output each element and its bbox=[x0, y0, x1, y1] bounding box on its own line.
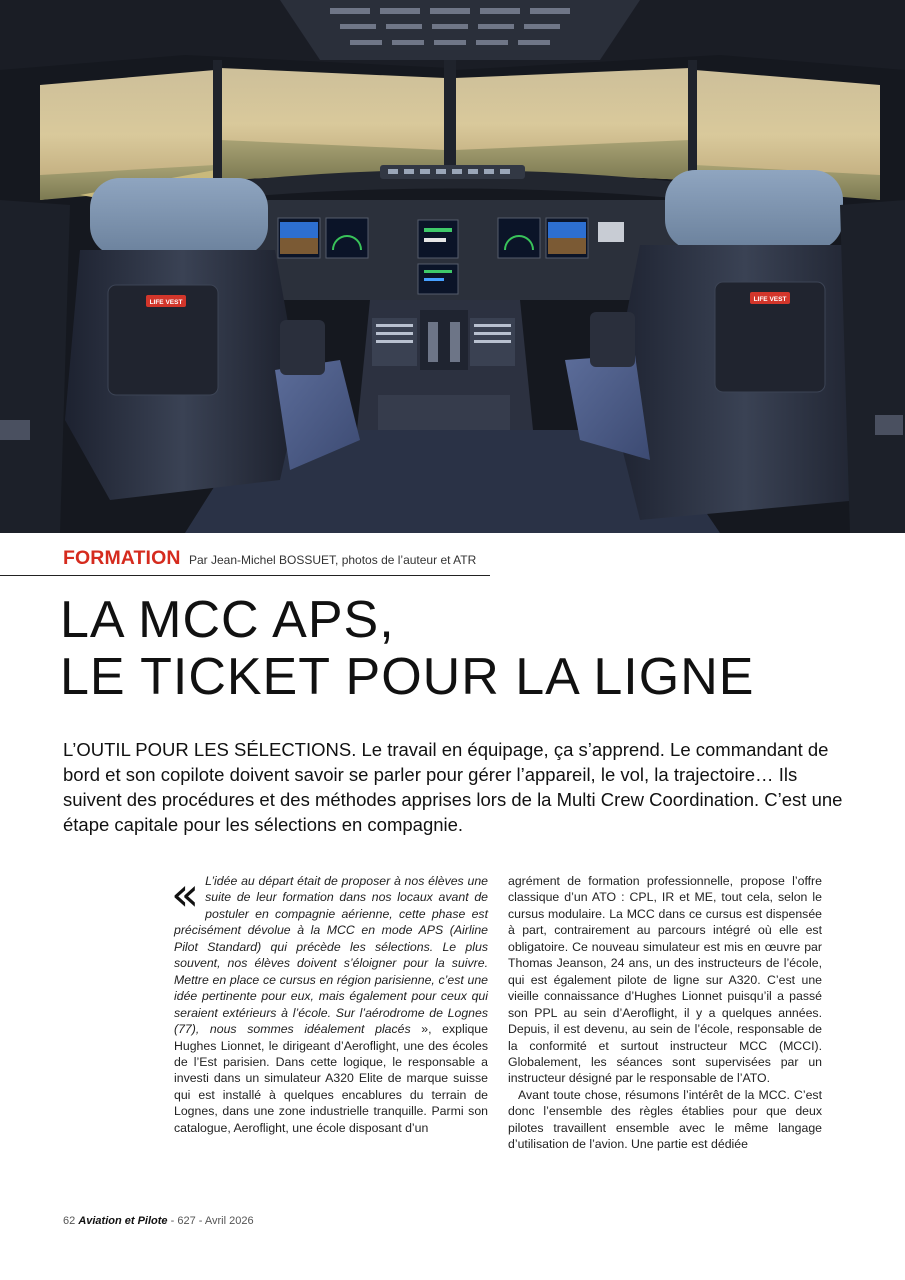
section-label: FORMATION bbox=[63, 547, 181, 569]
quote-text: L’idée au départ était de proposer à nos élèves une suite de leur formation dans nos locaux avant de postuler en compagnie aérienne, cette phase est précisément dévolue à la MCC en mode APS (Airline Pilot Standard) qui précède les sélections. Le plus souvent, nos élèves doivent s’éloigner pour la suivre. Mettre en place ce cursus en région parisienne, c’est une idée pertinente pour eux, mais également pour ceux qui seraient extérieurs à l’école. Sur l’aérodrome de Lognes (77), nous sommes idéalement placés bbox=[174, 874, 488, 1037]
rubric-divider bbox=[0, 575, 490, 576]
svg-text:LIFE VEST: LIFE VEST bbox=[753, 296, 787, 303]
svg-text:LIFE VEST: LIFE VEST bbox=[149, 299, 183, 306]
body-paragraph-3: Avant toute chose, résumons l’intérêt de la MCC. C’est donc l’ensemble des règles établies pour que deux pilotes travaillent ensemble avec le même langage d’utilisation de l’avion. Une partie est dédiée bbox=[508, 1087, 822, 1152]
issue-info: - 627 - Avril 2026 bbox=[170, 1215, 254, 1227]
title-line-1: LA MCC APS, bbox=[60, 591, 395, 649]
rubric bbox=[63, 547, 476, 570]
body-column-1 bbox=[171, 867, 488, 1136]
title-line-2: LE TICKET POUR LA LIGNE bbox=[60, 648, 755, 706]
body-column-2 bbox=[508, 873, 822, 1153]
standfirst bbox=[63, 737, 853, 837]
standfirst-text: Le travail en équipage, ça s’apprend. Le commandant de bord et son copilote doivent savoir se parler pour gérer l’appareil, le vol, la trajectoire… Ils suivent des procédures et des méthodes apprises lors de la Multi Crew Coordination. C’est une étape capitale pour les sélections en compagnie. bbox=[63, 739, 843, 835]
standfirst-lead: L’OUTIL POUR LES SÉLECTIONS. bbox=[63, 739, 357, 760]
body-text-1: », explique Hughes Lionnet, le dirigeant d’Aeroflight, une des écoles de l’Est parisien. Dans cette logique, le responsable a investi dans un simulateur A320 Elite de marque suisse qui est installé à quelques encablures du terrain de Lognes, dans une zone industrielle tranquille. Parmi son catalogue, Aeroflight, une école disposant d’un bbox=[174, 1022, 488, 1135]
magazine-name: Aviation et Pilote bbox=[78, 1215, 168, 1227]
byline: Par Jean-Michel BOSSUET, photos de l’auteur et ATR bbox=[188, 553, 477, 567]
article-title bbox=[60, 592, 754, 706]
quote-mark: « bbox=[171, 867, 200, 921]
cockpit-illustration bbox=[0, 0, 905, 533]
page-number: 62 bbox=[63, 1215, 76, 1227]
left-headrest bbox=[90, 178, 268, 256]
cockpit-photo bbox=[0, 0, 905, 533]
right-headrest bbox=[665, 170, 843, 250]
page-footer bbox=[63, 1215, 254, 1227]
body-paragraph-2: agrément de formation professionnelle, propose l’offre classique d’un ATO : CPL, IR et ME, tout cela, selon le cursus modulaire. La MCC dans ce cursus est dispensée à part, contrairement au parcours intégré où elle est obligatoire. Ce nouveau simulateur est mis en œuvre par Thomas Jeanson, 24 ans, un des instructeurs de l’école, qui est également pilote de ligne sur A320. C’est une vieille connaissance d’Hughes Lionnet puisqu’il a passé son PPL au sein d’Aeroflight, il y a quelques années. Depuis, il est devenu, au sein de l’école, responsable de la conformité et surtout instructeur MCC (MCCI). Globalement, les séances sont supervisées par un instructeur désigné par le responsable de l’ATO. bbox=[508, 874, 822, 1086]
